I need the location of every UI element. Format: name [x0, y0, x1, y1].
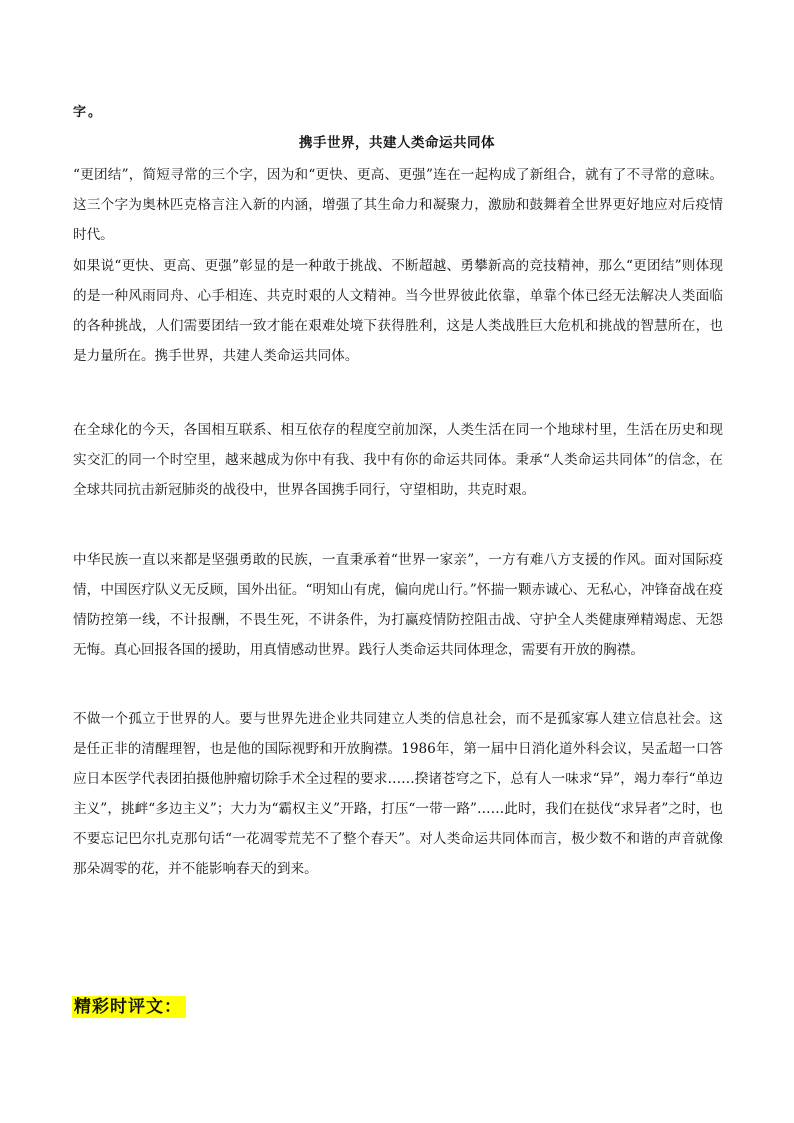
- paragraph-5: 不做一个孤立于世界的人。要与世界先进企业共同建立人类的信息社会，而不是孤家寡人建立信息社会。这是任正非的清醒理智，也是他的国际视野和开放胸襟。1986年，第一届中日消化道外科会议，吴孟超一口答应日本医学代表团拍摄他肿瘤切除手术全过程的要求……揆诸苍穹之下，总有人一味求“异”，竭力奉行“单边主义”，挑衅“多边主义”；大力为“霸权主义”开路，打压“一带一路”……此时，我们在挞伐“求异者”之时，也不要忘记巴尔扎克那句话“一花凋零荒芜不了整个春天”。对人类命运共同体而言，极少数不和谐的声音就像那朵凋零的花，并不能影响春天的到来。: [73, 711, 723, 877]
- paragraph-3: 在全球化的今天，各国相互联系、相互依存的程度空前加深，人类生活在同一个地球村里，生活在历史和现实交汇的同一个时空里，越来越成为你中有我、我中有你的命运共同体。秉承“人类命运共同体”的信念，在全球共同抗击新冠肺炎的战役中，世界各国携手同行，守望相助，共克时艰。: [73, 422, 723, 498]
- section-label-highlighted: 精彩时评文：: [72, 996, 186, 1018]
- preceding-text-fragment: 字。: [73, 105, 104, 120]
- article-heading: 携手世界，共建人类命运共同体: [299, 135, 495, 151]
- paragraph-4: 中华民族一直以来都是坚强勇敢的民族，一直秉承着“世界一家亲”，一方有难八方支援的作风。面对国际疫情，中国医疗队义无反顾，国外出征。“明知山有虎，偏向虎山行。”怀揣一颗赤诚心、无私心，冲锋奋战在疫情防控第一线，不计报酬，不畏生死，不讲条件，为打赢疫情防控阻击战、守护全人类健康殚精竭虑、无怨无悔。真心回报各国的援助，用真情感动世界。践行人类命运共同体理念，需要有开放的胸襟。: [73, 552, 723, 658]
- paragraph-1: “更团结”，简短寻常的三个字，因为和“更快、更高、更强”连在一起构成了新组合，就有了不寻常的意味。这三个字为奥林匹克格言注入新的内涵，增强了其生命力和凝聚力，激励和鼓舞着全世界更好地应对后疫情时代。: [73, 167, 723, 243]
- paragraph-2: 如果说“更快、更高、更强”彰显的是一种敢于挑战、不断超越、勇攀新高的竞技精神，那么“更团结”则体现的是一种风雨同舟、心手相连、共克时艰的人文精神。当今世界彼此依靠，单靠个体已经无法解决人类面临的各种挑战，人们需要团结一致才能在艰难处境下获得胜利，这是人类战胜巨大危机和挑战的智慧所在，也是力量所在。携手世界，共建人类命运共同体。: [73, 258, 723, 364]
